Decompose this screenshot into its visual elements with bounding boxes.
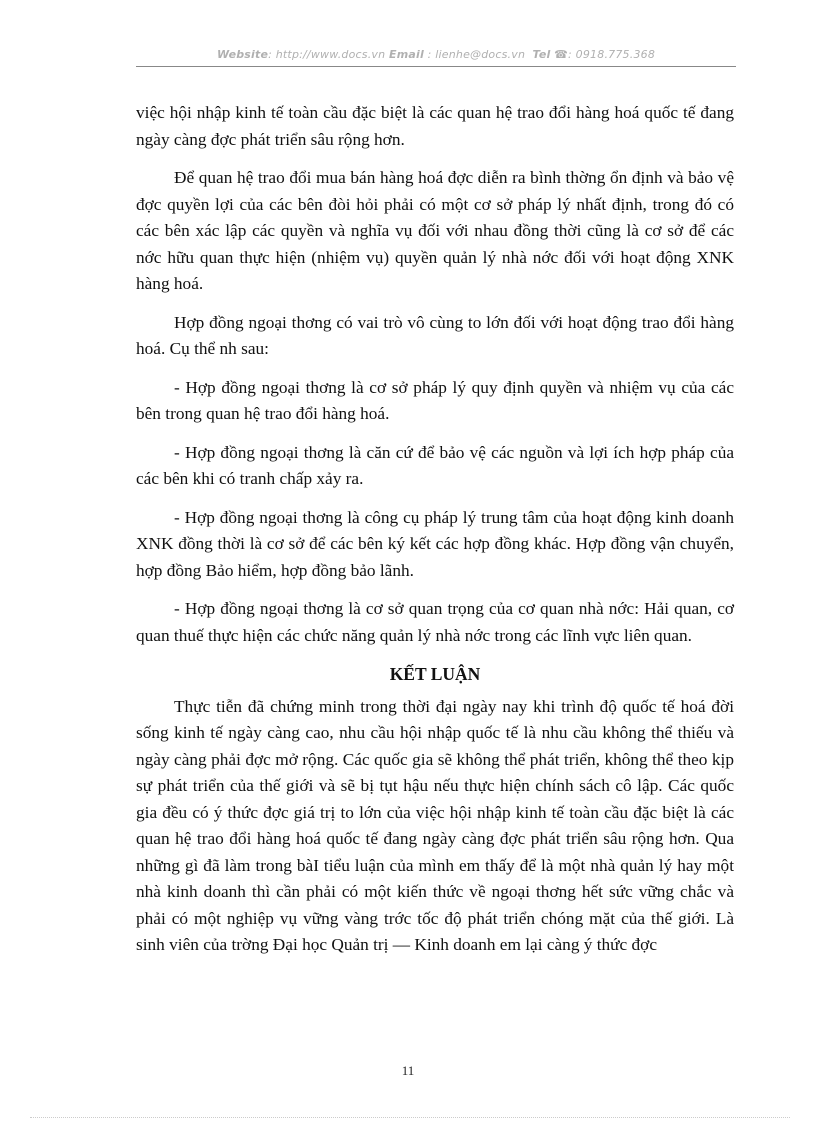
paragraph: Để quan hệ trao đổi mua bán hàng hoá đợc diễn ra bình thờng ổn định và bảo vệ đợc quyền lợi của các bên đòi hỏi phải có một cơ sở pháp lý nhất định, trong đó có các bên xác lập các quyền và nghĩa vụ đối với nhau đồng thời cũng là cơ sở để các nớc hữu quan thực hiện (nhiệm vụ) quyền quản lý nhà nớc đối với hoạt động XNK hàng hoá.	[136, 168, 734, 293]
website-value: : http://www.docs.vn	[268, 48, 386, 61]
paragraph: Hợp đồng ngoại thơng có vai trò vô cùng to lớn đối với hoạt động trao đổi hàng hoá. Cụ thể nh sau:	[136, 312, 734, 358]
website-label: Website	[216, 48, 269, 61]
list-item: - Hợp đồng ngoại thơng là căn cứ để bảo vệ các nguồn và lợi ích hợp pháp của các bên khi có tranh chấp xảy ra.	[136, 442, 734, 488]
section-heading: KẾT LUẬN	[389, 664, 481, 684]
email-label: Email	[389, 48, 424, 61]
tel-value: ☎: 0918.775.368	[554, 48, 656, 61]
page-header	[136, 48, 736, 61]
tel-label: Tel	[532, 48, 551, 61]
page-bottom-border	[30, 1117, 790, 1118]
conclusion-paragraph: Thực tiễn đã chứng minh trong thời đại ngày nay khi trình độ quốc tế hoá đời sống kinh tế ngày càng cao, nhu cầu hội nhập quốc tế là nhu cầu không thể thiếu và ngày càng phải đợc mở rộng. Các quốc gia sẽ không thể phát triển, không thể theo kịp sự phát triển của thế giới và sẽ bị tụt hậu nếu thực hiện chính sách cô lập. Các quốc gia đều có ý thức đợc giá trị to lớn của việc hội nhập kinh tế toàn cầu đặc biệt là các quan hệ trao đổi hàng hoá quốc tế đang ngày càng đợc phát triển sâu rộng hơn. Qua những gì đã làm trong bàI tiểu luận của mình em thấy để là một nhà quản lý hay một nhà kinh doanh thì cần phải có một kiến thức về ngoại thơng hết sức vững chắc và phải có một nghiệp vụ vững vàng trớc tốc độ phát triển chóng mặt của thế giới. Là sinh viên của trờng Đại học Quản trị — Kinh doanh em lại càng ý thức đợc	[136, 696, 734, 954]
list-item: - Hợp đồng ngoại thơng là cơ sở pháp lý quy định quyền và nhiệm vụ của các bên trong quan hệ trao đổi hàng hoá.	[136, 377, 734, 423]
paragraph-continuation: việc hội nhập kinh tế toàn cầu đặc biệt là các quan hệ trao đổi hàng hoá quốc tế đang ngày càng đợc phát triển sâu rộng hơn.	[136, 103, 734, 149]
list-item: - Hợp đồng ngoại thơng là công cụ pháp lý trung tâm của hoạt động kinh doanh XNK đồng thời là cơ sở để các bên ký kết các hợp đồng khác. Hợp đồng vận chuyển, hợp đồng Bảo hiểm, hợp đồng bảo lãnh.	[136, 507, 734, 580]
email-value: : lienhe@docs.vn	[427, 48, 526, 61]
page-number: 11	[401, 1063, 415, 1078]
list-item: - Hợp đồng ngoại thơng là cơ sở quan trọng của cơ quan nhà nớc: Hải quan, cơ quan thuế thực hiện các chức năng quản lý nhà nớc trong các lĩnh vực liên quan.	[136, 599, 734, 645]
header-divider	[136, 66, 736, 67]
document-body	[136, 100, 734, 971]
